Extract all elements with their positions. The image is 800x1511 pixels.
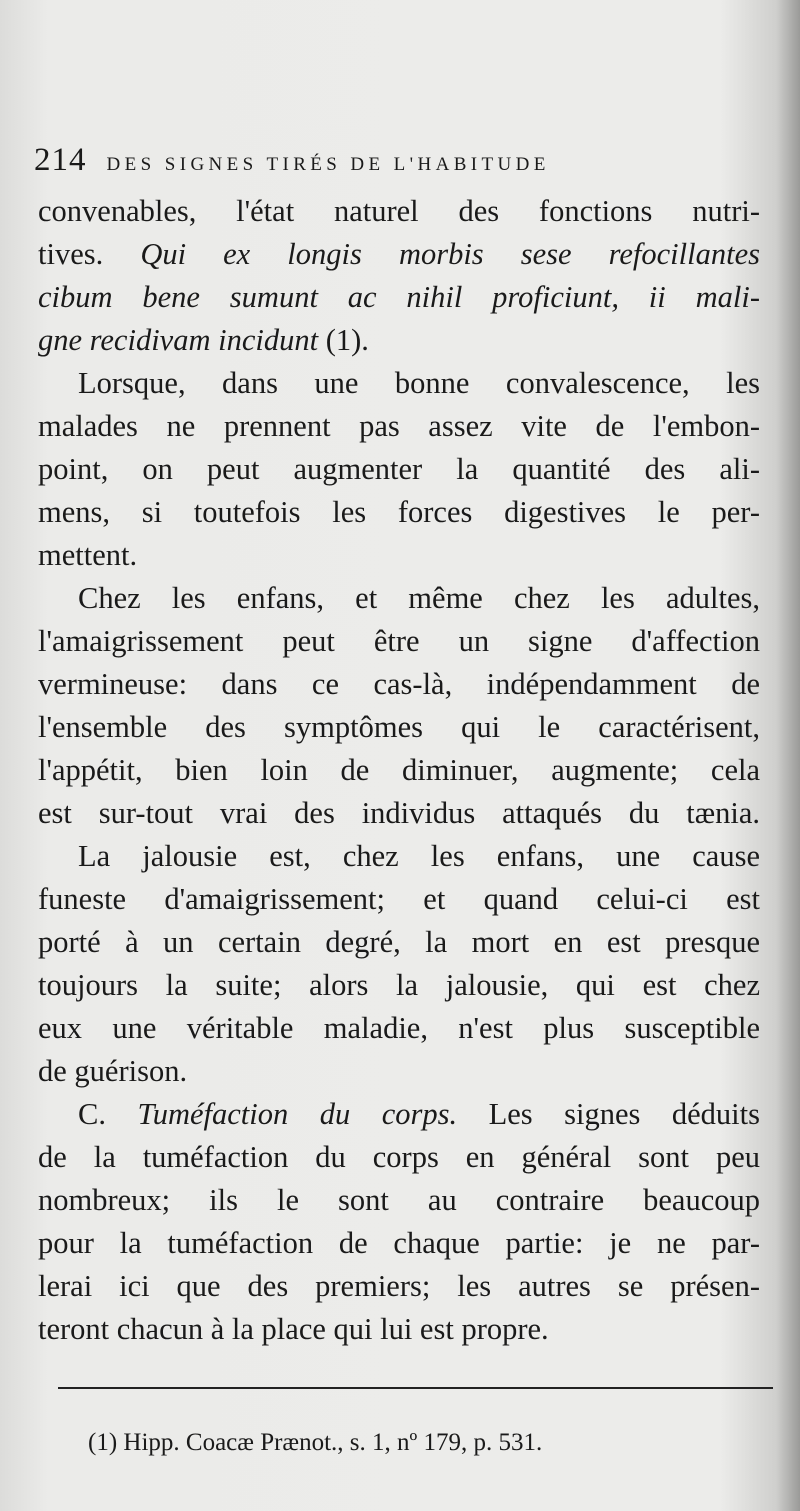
text-line: est sur-tout vrai des individus attaqués du tænia. <box>38 796 760 830</box>
text-line: lerai ici que des premiers; les autres se présen- <box>38 1269 760 1303</box>
text-line: point, on peut augmenter la quantité des ali- <box>38 452 760 486</box>
footnote-divider <box>58 1387 773 1389</box>
text-line: mettent. <box>38 538 138 572</box>
text-line: l'appétit, bien loin de diminuer, augmente; cela <box>38 753 760 787</box>
text-line: convenables, l'état naturel des fonctions nutri- <box>38 194 760 228</box>
text-line: nombreux; ils le sont au contraire beaucoup <box>38 1183 760 1217</box>
text-line: l'ensemble des symptômes qui le caractérisent, <box>38 710 760 744</box>
text-line: mens, si toutefois les forces digestives le per- <box>38 495 760 529</box>
text-line: vermineuse: dans ce cas-là, indépendamment de <box>38 667 760 701</box>
body-text <box>38 190 760 1351</box>
text-line: cibum bene sumunt ac nihil proficiunt, ii mali- <box>38 280 760 314</box>
text-line: eux une véritable maladie, n'est plus susceptible <box>38 1011 760 1045</box>
page-header <box>34 142 774 182</box>
paragraph-start-line: La jalousie est, chez les enfans, une cause <box>78 839 760 873</box>
text-line: teront chacun à la place qui lui est propre. <box>38 1312 549 1346</box>
text-line: de guérison. <box>38 1054 188 1088</box>
running-head: DES SIGNES TIRÉS DE L'HABITUDE <box>106 154 550 175</box>
text-line: gne recidivam incidunt (1). <box>38 323 369 357</box>
text-line: tives. Qui ex longis morbis sese refocillantes <box>38 237 760 271</box>
footnote: (1) Hipp. Coacæ Prænot., s. 1, nº 179, p. 531. <box>88 1429 543 1456</box>
text-line: porté à un certain degré, la mort en est presque <box>38 925 760 959</box>
text-line: de la tuméfaction du corps en général sont peu <box>38 1140 760 1174</box>
paragraph-start-line: C. Tuméfaction du corps. Les signes déduits <box>78 1097 760 1131</box>
page-number: 214 <box>34 142 87 178</box>
paragraph-start-line: Chez les enfans, et même chez les adultes, <box>78 581 760 615</box>
text-line: toujours la suite; alors la jalousie, qui est chez <box>38 968 760 1002</box>
text-line: funeste d'amaigrissement; et quand celui-ci est <box>38 882 760 916</box>
text-line: pour la tuméfaction de chaque partie: je ne par- <box>38 1226 760 1260</box>
paragraph-start-line: Lorsque, dans une bonne convalescence, les <box>78 366 760 400</box>
text-line: malades ne prennent pas assez vite de l'embon- <box>38 409 760 443</box>
text-line: l'amaigrissement peut être un signe d'affection <box>38 624 760 658</box>
